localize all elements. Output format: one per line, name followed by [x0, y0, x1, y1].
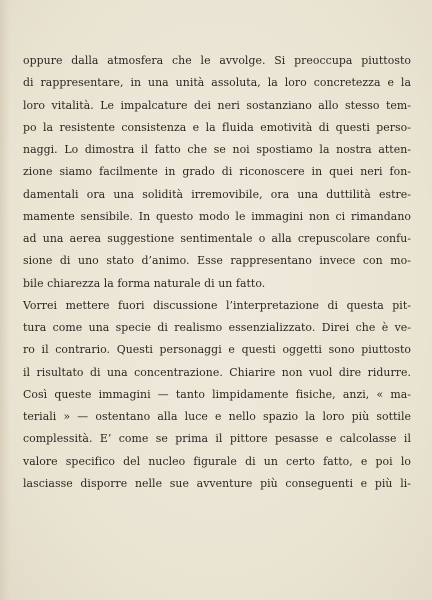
- text-line: lasciasse disporre nelle sue avventure più conseguenti e più li-: [23, 476, 411, 490]
- text-line: naggi. Lo dimostra il fatto che se noi spostiamo la nostra atten-: [23, 143, 411, 156]
- text-line: ro il contrario. Questi personaggi e questi oggetti sono piuttosto: [23, 343, 411, 357]
- text-line: il risultato di una concentrazione. Chiarire non vuol dire ridurre.: [23, 365, 411, 379]
- text-line: tura come una specie di realismo essenzializzato. Direi che è ve-: [23, 321, 411, 334]
- text-line: oppure dalla atmosfera che le avvolge. Si preoccupa piuttosto: [23, 54, 411, 67]
- text-line: di rappresentare, in una unità assoluta, la loro concretezza e la: [23, 76, 411, 90]
- text-line: sione di uno stato d’animo. Esse rappresentano invece con mo-: [23, 254, 411, 268]
- text-line: Così queste immagini — tanto limpidamente fisiche, anzi, « ma-: [23, 387, 411, 401]
- text-line: ad una aerea suggestione sentimentale o alla crepuscolare confu-: [23, 232, 411, 245]
- text-line: zione siamo facilmente in grado di riconoscere in quei neri fon-: [23, 165, 411, 179]
- body-text: [23, 50, 411, 495]
- text-line: valore specifico del nucleo figurale di un certo fatto, e poi lo: [23, 454, 411, 468]
- text-line: loro vitalità. Le impalcature dei neri sostanziano allo stesso tem-: [23, 98, 411, 112]
- text-line: Vorrei mettere fuori discussione l’interpretazione di questa pit-: [23, 298, 411, 312]
- text-line: teriali » — ostentano alla luce e nello spazio la loro più sottile: [23, 410, 411, 423]
- text-line: complessità. E’ come se prima il pittore pesasse e calcolasse il: [23, 432, 411, 446]
- text-line: po la resistente consistenza e la fluida emotività di questi perso-: [23, 120, 411, 134]
- text-line: damentali ora una solidità irremovibile, ora una duttilità estre-: [23, 187, 411, 201]
- page-gutter-shadow: [0, 0, 10, 600]
- text-line: bile chiarezza la forma naturale di un fatto.: [23, 276, 266, 290]
- text-line: mamente sensibile. In questo modo le immagini non ci rimandano: [23, 209, 411, 223]
